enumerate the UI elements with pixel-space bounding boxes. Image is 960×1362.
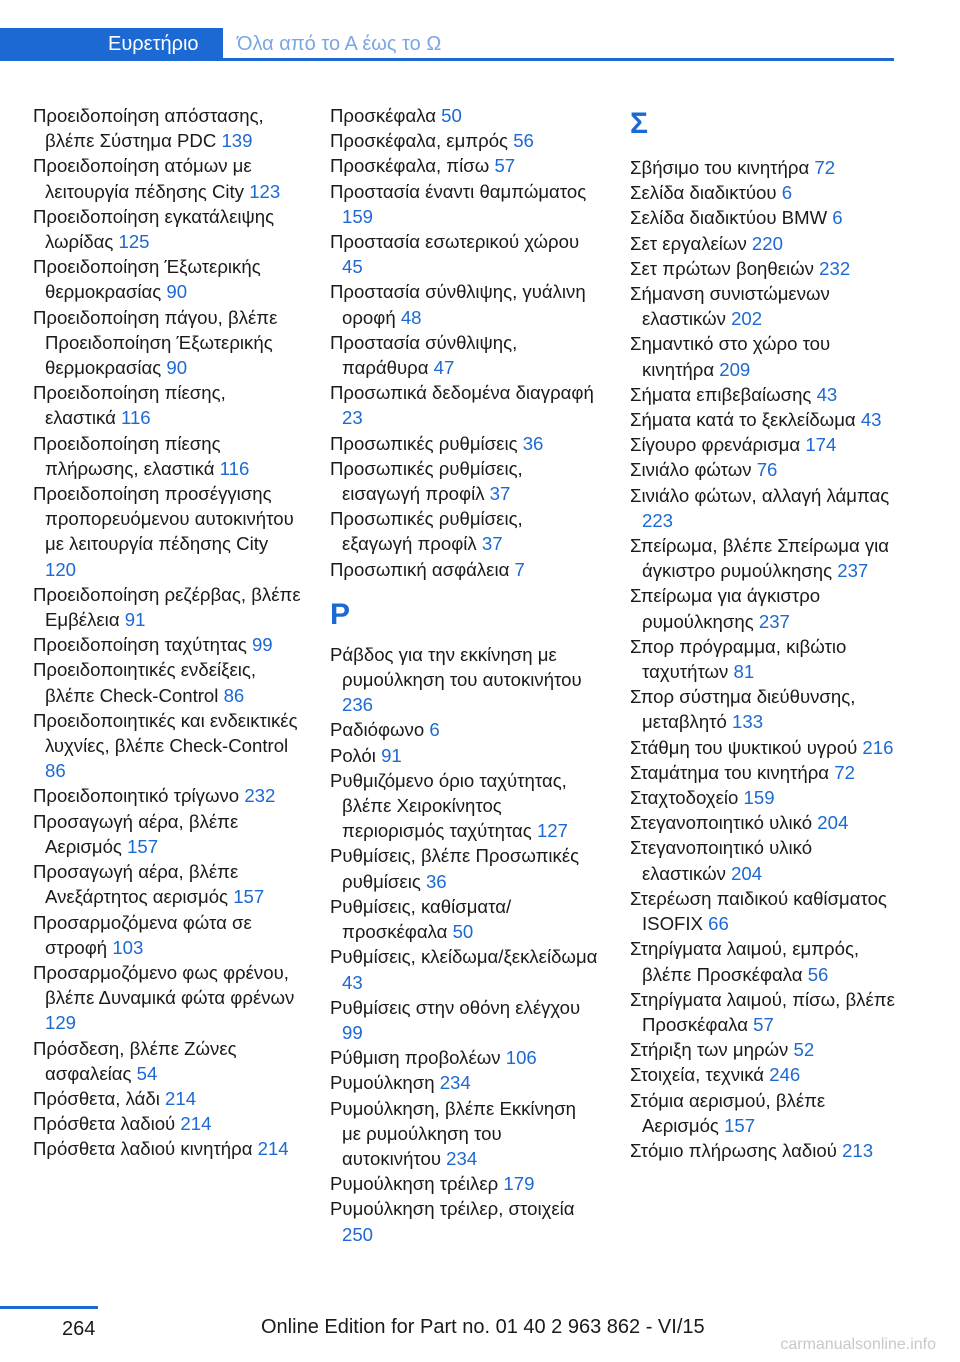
index-entry — [33, 1136, 301, 1161]
entry-text: Στηρίγματα λαιμού, πίσω, βλέπε Προσκέφαλα — [630, 988, 895, 1035]
page-link[interactable]: 174 — [805, 434, 837, 456]
page-link[interactable]: 90 — [166, 357, 188, 379]
page-link[interactable]: 76 — [756, 459, 778, 481]
entry-text: Στηρίγματα λαιμού, εμπρός, βλέπε Προσκέφαλα — [630, 938, 860, 985]
entry-text: Σβήσιμο του κινητήρα — [630, 157, 810, 178]
entry-text: Προσαγωγή αέρα, βλέπε Αερισμός — [33, 810, 239, 857]
entry-text: Ρυθμίσεις, καθίσματα/προσκέφαλα — [330, 895, 512, 943]
index-entry — [330, 506, 598, 556]
entry-text: Προσωπικές ρυθμίσεις, εισαγωγή προφίλ — [330, 457, 523, 505]
page-link[interactable]: 234 — [439, 1072, 471, 1094]
page-link[interactable]: 6 — [429, 719, 440, 741]
index-entry — [630, 1138, 898, 1163]
entry-text: Πρόσθετα λαδιού — [33, 1113, 176, 1135]
tab-index[interactable]: Ευρετήριο — [0, 28, 223, 60]
entry-text: Προσκέφαλα, εμπρός — [330, 130, 509, 152]
page-link[interactable]: 6 — [781, 182, 793, 204]
page-link[interactable]: 232 — [819, 257, 851, 279]
entry-text: Προειδοποίηση πίεσης, ελαστικά — [33, 382, 226, 429]
index-entry — [33, 632, 301, 657]
page-link[interactable]: 86 — [223, 684, 245, 706]
entry-text: Προσωπικά δεδομένα διαγραφή — [330, 382, 594, 404]
index-entry — [630, 886, 898, 936]
page-link[interactable]: 50 — [441, 105, 462, 126]
entry-text: Σετ εργαλείων — [630, 232, 747, 254]
page-link[interactable]: 179 — [503, 1173, 535, 1195]
index-entry — [33, 859, 301, 909]
page-link[interactable]: 43 — [342, 971, 363, 993]
entry-text: Ρυθμίσεις στην οθόνη ελέγχου — [330, 996, 581, 1018]
page-link[interactable]: 213 — [842, 1139, 874, 1161]
entry-text: Πρόσδεση, βλέπε Ζώνες ασφαλείας — [33, 1037, 237, 1084]
index-entry — [330, 1196, 598, 1246]
index-entry — [630, 281, 898, 331]
index-entry — [630, 1062, 898, 1087]
page-link[interactable]: 127 — [536, 820, 568, 842]
index-entry — [33, 783, 301, 808]
entry-text: Προσωπικές ρυθμίσεις, εξαγωγή προφίλ — [330, 508, 523, 555]
index-entry — [630, 583, 898, 633]
page-link[interactable]: 129 — [45, 1012, 77, 1034]
entry-text: Ρυθμίσεις, κλείδωμα/ξεκλείδωμα — [330, 946, 598, 968]
page-link[interactable]: 209 — [719, 358, 751, 380]
index-entry — [630, 231, 898, 256]
index-entry — [33, 809, 301, 859]
entry-text: Ρυμούλκηση, βλέπε Εκκίνηση με ρυμούλκηση του αυτοκινήτου — [330, 1097, 577, 1169]
page-link[interactable]: 204 — [731, 862, 763, 884]
index-entry — [33, 708, 301, 784]
page-link[interactable]: 234 — [446, 1147, 478, 1169]
page-link[interactable]: 223 — [642, 509, 674, 531]
entry-text: Σίγουρο φρενάρισμα — [630, 434, 801, 456]
entry-text: Προσωπικές ρυθμίσεις — [330, 432, 518, 454]
index-entry — [330, 642, 598, 718]
entry-text: Ρύθμιση προβολέων — [330, 1047, 501, 1069]
entry-text: Ρυθμίσεις, βλέπε Προσωπικές ρυθμίσεις — [330, 845, 580, 892]
page-link[interactable]: 236 — [342, 694, 374, 716]
index-entry — [630, 785, 898, 810]
entry-text: Προειδοποίηση ατόμων με λειτουργία πέδησης City — [33, 155, 252, 202]
section-letter: Σ — [630, 107, 649, 140]
page-link[interactable]: 157 — [127, 835, 159, 857]
page-link[interactable]: 250 — [342, 1223, 374, 1245]
entry-text: Σινιάλο φώτων — [630, 459, 752, 481]
index-entry — [630, 760, 898, 785]
page-link[interactable]: 216 — [862, 736, 894, 758]
page-link[interactable]: 57 — [494, 155, 516, 177]
entry-text: Προστασία εσωτερικού χώρου — [330, 231, 580, 253]
index-column-3 — [630, 103, 898, 1163]
page-link[interactable]: 159 — [342, 205, 374, 227]
index-entry — [330, 1171, 598, 1196]
page-link[interactable]: 220 — [751, 232, 783, 254]
page-link[interactable]: 123 — [249, 180, 281, 202]
page-link[interactable]: 43 — [816, 383, 838, 405]
entry-text: Προειδοποίηση ρεζέρβας, βλέπε Εμβέλεια — [33, 583, 301, 631]
index-entry — [630, 936, 898, 986]
page-number: 264 — [62, 1318, 96, 1340]
entry-text: Ρολόι — [330, 744, 376, 766]
entry-text: Σπείρωμα για άγκιστρο ρυμούλκησης — [630, 585, 821, 632]
entry-text: Σινιάλο φώτων, αλλαγή λάμπας — [630, 484, 890, 506]
entry-text: Στόμια αερισμού, βλέπε Αερισμός — [630, 1089, 826, 1136]
index-entry — [330, 557, 598, 582]
page-link[interactable]: 157 — [724, 1114, 756, 1136]
entry-text: Προειδοποίηση πάγου, βλέπε Προειδοποίηση Έξωτερικής θερμοκρασίας — [33, 306, 278, 379]
index-entry — [33, 254, 301, 304]
entry-text: Ράβδος για την εκκίνηση με ρυμούλκηση του αυτοκινήτου — [330, 643, 582, 691]
index-entry — [630, 155, 898, 180]
page-link[interactable]: 36 — [522, 432, 544, 454]
index-entry — [330, 279, 598, 329]
page-link[interactable]: 214 — [180, 1113, 212, 1135]
index-column-2 — [330, 103, 598, 1247]
index-entry — [330, 944, 598, 994]
index-entry — [33, 1036, 301, 1086]
entry-text: Προστασία έναντι θαμπώματος — [330, 180, 587, 202]
index-entry — [33, 1086, 301, 1111]
index-entry — [330, 103, 598, 128]
entry-text: Σελίδα διαδικτύου BMW — [630, 207, 828, 229]
page-link[interactable]: 86 — [45, 760, 66, 782]
page-link[interactable]: 125 — [118, 231, 150, 253]
entry-text: Σήμανση συνιστώμενων ελαστικών — [630, 283, 830, 330]
index-entry — [33, 305, 301, 381]
page-link[interactable]: 116 — [219, 457, 250, 479]
entry-text: Προειδοποιητικές ενδείξεις, βλέπε Check-Control — [33, 659, 256, 706]
page-link[interactable]: 72 — [814, 157, 836, 178]
index-entry — [33, 1111, 301, 1136]
page-link[interactable]: 47 — [433, 357, 455, 379]
index-entry — [330, 995, 598, 1045]
header-divider — [0, 58, 894, 61]
index-entry — [630, 987, 898, 1037]
index-entry — [33, 582, 301, 632]
entry-text: Προειδοποίηση προσέγγισης προπορευόμενου αυτοκινήτου με λειτουργία πέδησης City — [33, 483, 294, 555]
entry-text: Ρυμούλκηση τρέιλερ, στοιχεία — [330, 1198, 575, 1220]
page-link[interactable]: 116 — [121, 407, 151, 429]
entry-text: Ρυθμιζόμενο όριο ταχύτητας, βλέπε Χειροκίνητος περιορισμός ταχύτητας — [330, 769, 567, 842]
index-entry — [630, 1037, 898, 1062]
entry-text: Προστασία σύνθλιψης, γυάλινη οροφή — [330, 281, 586, 328]
index-entry — [33, 380, 301, 430]
entry-text: Στεγανοποιητικό υλικό — [630, 812, 813, 834]
page-link[interactable]: 36 — [425, 870, 447, 892]
entry-text: Προσαρμοζόμενο φως φρένου, βλέπε Δυναμικά φώτα φρένων — [33, 961, 295, 1009]
page-link[interactable]: 204 — [817, 812, 849, 834]
index-entry — [330, 717, 598, 742]
page-link[interactable]: 106 — [505, 1047, 537, 1069]
index-entry — [33, 910, 301, 960]
page-link[interactable]: 52 — [793, 1039, 815, 1061]
entry-text: Σήματα κατά το ξεκλείδωμα — [630, 409, 856, 431]
index-entry — [330, 1070, 598, 1095]
entry-text: Σελίδα διαδικτύου — [630, 182, 777, 204]
entry-text: Προσκέφαλα — [330, 105, 436, 126]
entry-text: Σταχτοδοχείο — [630, 787, 739, 809]
index-entry — [630, 457, 898, 482]
page-link[interactable]: 237 — [758, 610, 790, 632]
entry-text: Σημαντικό στο χώρο του κινητήρα — [630, 333, 831, 380]
index-entry — [630, 835, 898, 885]
page-link[interactable]: 54 — [136, 1062, 158, 1084]
entry-text: Σπείρωμα, βλέπε Σπείρωμα για άγκιστρο ρυμούλκησης — [630, 535, 890, 582]
page-link[interactable]: 246 — [769, 1064, 801, 1086]
index-entry — [330, 179, 598, 229]
watermark: carmanualsonline.info — [780, 1336, 936, 1353]
page-link[interactable]: 202 — [731, 308, 763, 330]
index-entry — [33, 960, 301, 1036]
page-link[interactable]: 232 — [244, 785, 276, 807]
page-link[interactable]: 120 — [45, 558, 77, 580]
page-link[interactable]: 214 — [257, 1138, 289, 1160]
entry-text: Στάθμη του ψυκτικού υγρού — [630, 736, 858, 758]
entry-text: Προειδοποιητικές και ενδεικτικές λυχνίες, βλέπε Check-Control — [33, 709, 298, 757]
page-link[interactable]: 139 — [221, 130, 253, 152]
entry-text: Προστασία σύνθλιψης, παράθυρα — [330, 331, 518, 379]
entry-text: Σπορ σύστημα διεύθυνσης, μεταβλητό — [630, 686, 856, 733]
edition-info: Online Edition for Part no. 01 40 2 963 862 - VI/15 — [261, 1316, 705, 1338]
page-link[interactable]: 81 — [733, 661, 755, 683]
page-link[interactable]: 103 — [112, 936, 144, 958]
page-link[interactable]: 23 — [342, 407, 363, 429]
page-link[interactable]: 6 — [832, 207, 843, 229]
index-entry — [330, 768, 598, 844]
index-entry — [33, 153, 301, 203]
index-entry — [630, 634, 898, 684]
page-link[interactable]: 48 — [400, 306, 422, 328]
page-link[interactable]: 7 — [514, 558, 525, 580]
entry-text: Σήματα επιβεβαίωσης — [630, 383, 812, 405]
page-link[interactable]: 91 — [124, 609, 146, 631]
entry-text: Προειδοποιητικό τρίγωνο — [33, 785, 240, 807]
header-bar — [0, 0, 894, 60]
entry-text: Ραδιόφωνο — [330, 719, 425, 741]
index-entry — [330, 1045, 598, 1070]
index-entry — [33, 103, 301, 153]
index-entry — [330, 894, 598, 944]
index-entry — [630, 483, 898, 533]
page-link[interactable]: 99 — [342, 1021, 363, 1043]
page-link[interactable]: 159 — [743, 787, 775, 809]
index-entry — [630, 533, 898, 583]
page-link[interactable]: 91 — [381, 744, 402, 766]
index-entry — [330, 229, 598, 279]
index-entry — [630, 331, 898, 381]
index-column-1 — [33, 103, 301, 1162]
index-entry — [630, 407, 898, 432]
entry-text: Προσαγωγή αέρα, βλέπε Ανεξάρτητος αερισμός — [33, 861, 239, 908]
page-link[interactable]: 66 — [708, 913, 729, 935]
entry-text: Προειδοποίηση ταχύτητας — [33, 634, 247, 656]
page-link[interactable]: 37 — [481, 533, 503, 555]
page-link[interactable]: 50 — [452, 921, 474, 943]
entry-text: Πρόσθετα, λάδι — [33, 1087, 160, 1109]
page-link[interactable]: 99 — [251, 634, 273, 656]
page-link[interactable]: 56 — [513, 130, 534, 152]
page-link[interactable]: 133 — [732, 711, 764, 733]
page-link[interactable]: 90 — [166, 281, 188, 303]
entry-text: Σετ πρώτων βοηθειών — [630, 257, 814, 279]
index-entry — [33, 657, 301, 707]
index-entry — [330, 431, 598, 456]
index-entry — [630, 382, 898, 407]
entry-text: Στεγανοποιητικό υλικό ελαστικών — [630, 837, 813, 884]
entry-text: Πρόσθετα λαδιού κινητήρα — [33, 1138, 253, 1160]
index-entry — [330, 380, 598, 430]
index-entry — [33, 481, 301, 582]
index-entry — [33, 204, 301, 254]
entry-text: Προειδοποίηση πίεσης πλήρωσης, ελαστικά — [33, 432, 221, 479]
index-entry — [630, 810, 898, 835]
index-entry — [330, 153, 598, 178]
entry-text: Προσαρμοζόμενα φώτα σε στροφή — [33, 911, 252, 958]
entry-text: Προσκέφαλα, πίσω — [330, 155, 490, 177]
index-entry — [630, 1088, 898, 1138]
index-entry — [330, 743, 598, 768]
entry-text: Στερέωση παιδικού καθίσματος ISOFIX — [630, 887, 887, 935]
index-entry — [630, 180, 898, 205]
index-entry — [330, 843, 598, 893]
page-link[interactable]: 214 — [165, 1087, 197, 1109]
page-link[interactable]: 43 — [860, 409, 882, 431]
page-link[interactable]: 57 — [753, 1013, 774, 1035]
entry-text: Στόμιο πλήρωσης λαδιού — [630, 1139, 837, 1161]
entry-text: Προειδοποίηση Έξωτερικής θερμοκρασίας — [33, 256, 261, 303]
footer-divider — [0, 1306, 98, 1309]
index-entry — [630, 735, 898, 760]
index-entry — [630, 432, 898, 457]
entry-text: Στοιχεία, τεχνικά — [630, 1064, 765, 1086]
page-link[interactable]: 45 — [342, 256, 363, 278]
page-link[interactable]: 157 — [233, 886, 265, 908]
section-letter: Ρ — [330, 597, 351, 631]
entry-text: Προσωπική ασφάλεια — [330, 558, 510, 580]
entry-text: Ρυμούλκηση τρέιλερ — [330, 1173, 499, 1195]
entry-text: Στήριξη των μηρών — [630, 1039, 789, 1061]
index-entry — [630, 684, 898, 734]
page-link[interactable]: 56 — [807, 963, 829, 985]
index-entry — [330, 330, 598, 380]
tab-a-to-z[interactable]: Όλα από το Α έως το Ω — [223, 28, 894, 60]
entry-text: Προειδοποίηση εγκατάλειψης λωρίδας — [33, 205, 275, 253]
index-entry — [330, 128, 598, 153]
index-entry — [630, 205, 898, 230]
page-link[interactable]: 237 — [837, 560, 869, 582]
page-link[interactable]: 72 — [834, 761, 855, 783]
page-link[interactable]: 37 — [489, 483, 511, 505]
index-entry — [33, 431, 301, 481]
entry-text: Σπορ πρόγραμμα, κιβώτιο ταχυτήτων — [630, 635, 847, 683]
entry-text: Ρυμούλκηση — [330, 1072, 435, 1094]
index-entry — [330, 456, 598, 506]
index-entry — [630, 256, 898, 281]
index-entry — [330, 1096, 598, 1172]
entry-text: Σταμάτημα του κινητήρα — [630, 761, 830, 783]
entry-text: Προειδοποίηση απόστασης, βλέπε Σύστημα PDC — [33, 105, 264, 152]
